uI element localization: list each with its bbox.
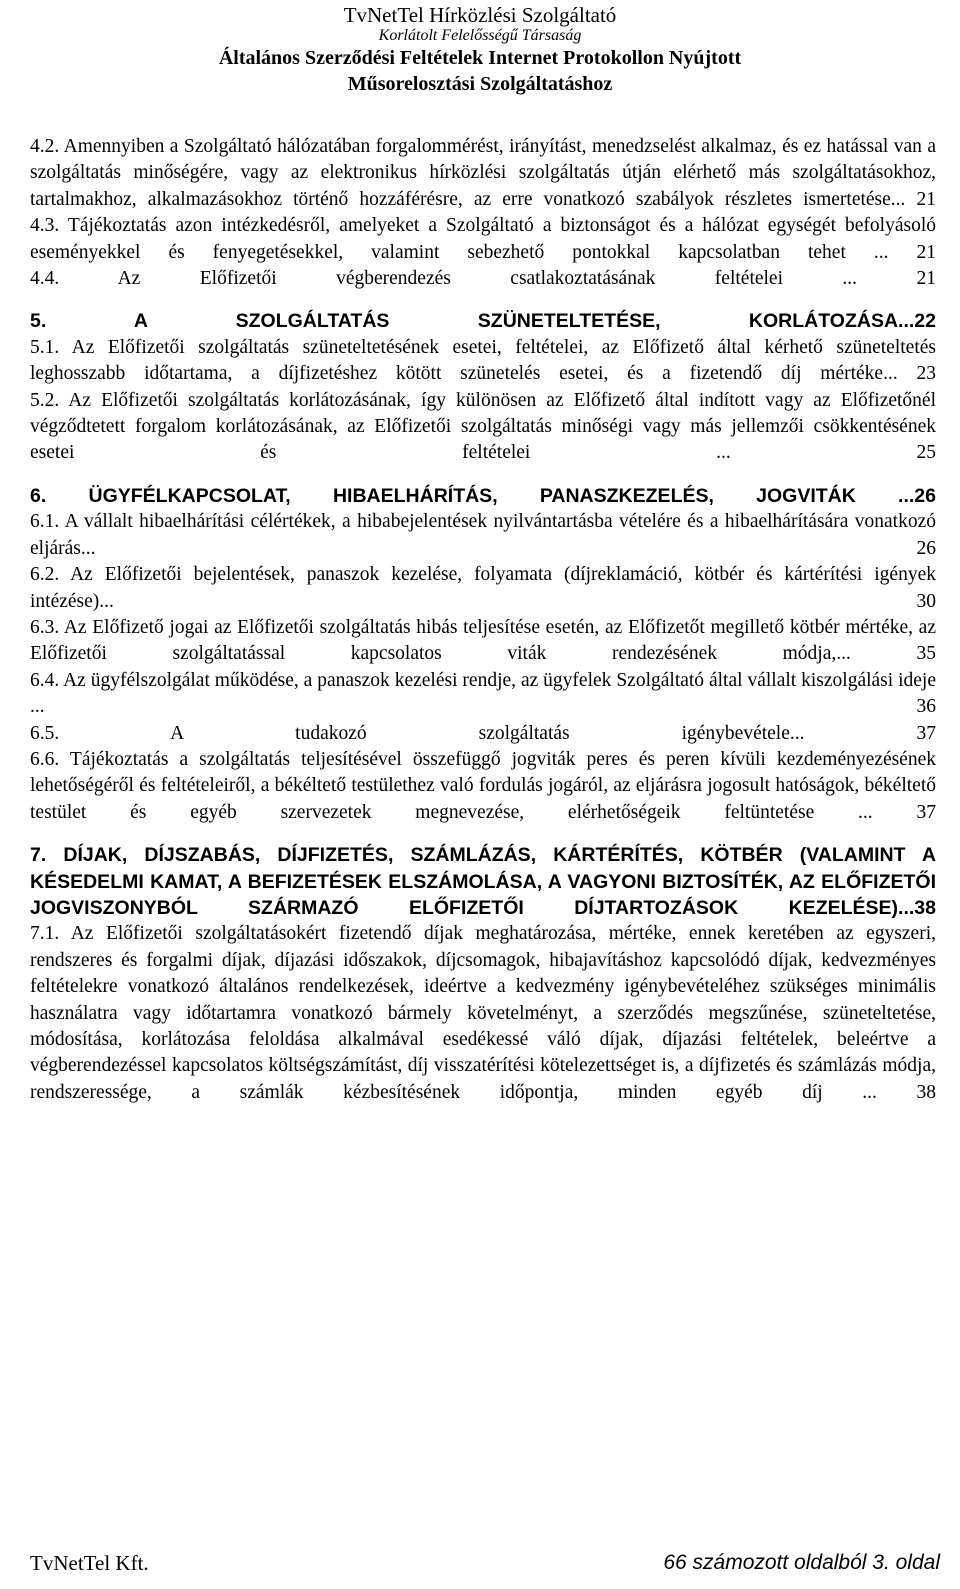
toc-entry-text: 5.1. Az Előfizetői szolgáltatás szüneteltetésének esetei, feltételei, az Előfizető által kérhető szüneteltetés leghosszabb időtartama, a díjfizetéshez kötött szünetelés esetei, és a fizetendő díj mértéke... [30, 336, 936, 385]
toc-entry-4-2[interactable] [30, 134, 936, 213]
toc-entry-6-4[interactable] [30, 668, 936, 721]
toc-page-number: 21 [916, 188, 937, 210]
toc-entry-text: 6.3. Az Előfizető jogai az Előfizetői szolgáltatás hibás teljesítése esetén, az Előfizetőt megillető kötbér mértéke, az Előfizetői szolgáltatással kapcsolatos viták rendezésének módja,... [30, 616, 936, 665]
toc-entry-4-3[interactable] [30, 213, 936, 266]
toc-page-number: 30 [916, 590, 936, 612]
toc-entry-6-3[interactable] [30, 615, 936, 668]
toc-chapter-7[interactable] [30, 842, 936, 921]
toc-page-number: 21 [916, 268, 936, 290]
toc-entry-text: 6.4. Az ügyfélszolgálat működése, a panaszok kezelési rendje, az ügyfelek Szolgáltató által vállalt kiszolgálási ideje ... [30, 669, 936, 718]
toc-entry-text: 6.6. Tájékoztatás a szolgáltatás teljesítésével összefüggő jogviták peres és peren kívüli kezdeményezésének lehetőségéről és feltételeiről, a békéltető testülethez való fordulás jogáról, az eljárásra jogosult hatóságok, békéltető testület és egyéb szervezetek megnevezése, elérhetőségeik feltüntetése ... [30, 748, 936, 823]
toc-entry-text: 7.1. Az Előfizetői szolgáltatásokért fizetendő díjak meghatározása, mértéke, ennek keretében az egyszeri, rendszeres és forgalmi díjak, díjazási időszakok, díjcsomagok, hibajavításhoz kapcsolódó díjak, kedvezményes feltételekre vonatkozó általános rendelkezések, ideértve a kedvezmény igénybevételéhez szükséges minimális használatra vagy időtartamra vonatkozó bármely követelményt, a szerződés megszűnése, szüneteltetése, módosítása, korlátozása feloldása alkalmával esedékessé váló díjak, díjazási feltételek, beleértve a végberendezéssel kapcsolatos költségszámítást, díj visszatérítési kötelezettséget is, a díjfizetés és számlázás módja, rendszeressége, a számlák kézbesítésének időpontja, minden egyéb díj ... [30, 923, 936, 1103]
toc-entry-5-1[interactable] [30, 335, 936, 388]
toc-entry-text: 6.5. A tudakozó szolgáltatás igénybevétele... [30, 722, 805, 744]
toc-page-number: 36 [916, 696, 936, 718]
table-of-contents [30, 134, 936, 1106]
toc-page-number: 35 [916, 643, 936, 665]
toc-entry-4-4[interactable] [30, 266, 936, 292]
toc-chapter-6[interactable] [30, 483, 936, 509]
document-title-line-1: Általános Szerződési Feltételek Internet Protokollon Nyújtott [218, 47, 742, 69]
toc-page-number: 21 [916, 241, 936, 263]
toc-page-number: 25 [916, 442, 936, 464]
toc-entry-text: 4.2. Amennyiben a Szolgáltató hálózatában forgalommérést, irányítást, menedzselést alkalmaz, és ez hatással van a szolgáltatás minőségére, vagy az elektronikus hírközlési szolgáltatás útján elérhető más szolgáltatásokhoz, tartalmakhoz, alkalmazásokhoz történő hozzáférésre, az erre vonatkozó szabályok részletes ismertetése... [30, 136, 936, 210]
toc-chapter-text: 5. A SZOLGÁLTATÁS SZÜNETELTETÉSE, KORLÁTOZÁSA... [30, 310, 915, 333]
toc-chapter-text: 6. ÜGYFÉLKAPCSOLAT, HIBAELHÁRÍTÁS, PANASZKEZELÉS, JOGVITÁK ... [30, 484, 915, 507]
page-footer [30, 1551, 940, 1581]
toc-page-number: 26 [916, 537, 936, 559]
toc-entry-7-1[interactable] [30, 921, 936, 1106]
toc-entry-text: 4.3. Tájékoztatás azon intézkedésről, amelyeket a Szolgáltató a biztonságot és a hálózat egységét befolyásoló eseményekkel és fenyegetésekkel, valamint sebezhető pontokkal kapcsolatban tehet ... [30, 215, 936, 263]
toc-page-number: 22 [914, 310, 936, 333]
toc-entry-6-5[interactable] [30, 721, 936, 747]
document-title-line-2: Műsorelosztási Szolgáltatáshoz [347, 73, 613, 95]
section-gap [30, 826, 936, 842]
company-legal-form: Korlátolt Felelősségű Társaság [378, 27, 582, 44]
toc-entry-6-6[interactable] [30, 747, 936, 826]
toc-chapter-text: 7. DÍJAK, DÍJSZABÁS, DÍJFIZETÉS, SZÁMLÁZÁS, KÁRTÉRÍTÉS, KÖTBÉR (VALAMINT A KÉSEDELMI KAMAT, A BEFIZETÉSEK ELSZÁMOLÁSA, A VAGYONI BIZTOSÍTÉK, AZ ELŐFIZETŐI JOGVISZONYBÓL SZÁRMAZÓ ELŐFIZETŐI DÍJTARTOZÁSOK KEZELÉSE)... [30, 844, 936, 919]
toc-entry-text: 6.2. Az Előfizetői bejelentések, panaszok kezelése, folyamata (díjreklamáció, kötbér és kártérítési igények intézése)... [30, 564, 936, 612]
toc-page-number: 37 [916, 801, 937, 823]
section-gap [30, 292, 936, 308]
toc-page-number: 38 [916, 1081, 937, 1103]
toc-entry-text: 6.1. A vállalt hibaelhárítási célértékek, a hibabejelentések nyilvántartásba vételére és a hibaelhárítására vonatkozó eljárás... [30, 511, 936, 559]
toc-entry-6-1[interactable] [30, 509, 936, 562]
footer-company: TvNetTel Kft. [30, 1551, 149, 1575]
toc-entry-6-2[interactable] [30, 562, 936, 615]
toc-entry-text: 4.4. Az Előfizetői végberendezés csatlakoztatásának feltételei ... [30, 268, 858, 290]
company-name: TvNetTel Hírközlési Szolgáltató [343, 3, 617, 27]
page-header [0, 0, 960, 97]
toc-page-number: 26 [914, 484, 936, 507]
toc-entry-5-2[interactable] [30, 388, 936, 467]
toc-chapter-5[interactable] [30, 308, 936, 334]
toc-page-number: 23 [916, 363, 937, 385]
section-gap [30, 467, 936, 483]
footer-page-counter: 66 számozott oldalból 3. oldal [663, 1551, 940, 1574]
toc-entry-text: 5.2. Az Előfizetői szolgáltatás korlátozásának, így különösen az Előfizető által indított vagy az Előfizetőnél végződtetett forgalom korlátozásának, az Előfizetői szolgáltatás minőségi vagy más jellemzői csökkentésének esetei és feltételei ... [30, 389, 936, 464]
toc-page-number: 37 [916, 722, 937, 744]
toc-page-number: 38 [914, 896, 936, 919]
